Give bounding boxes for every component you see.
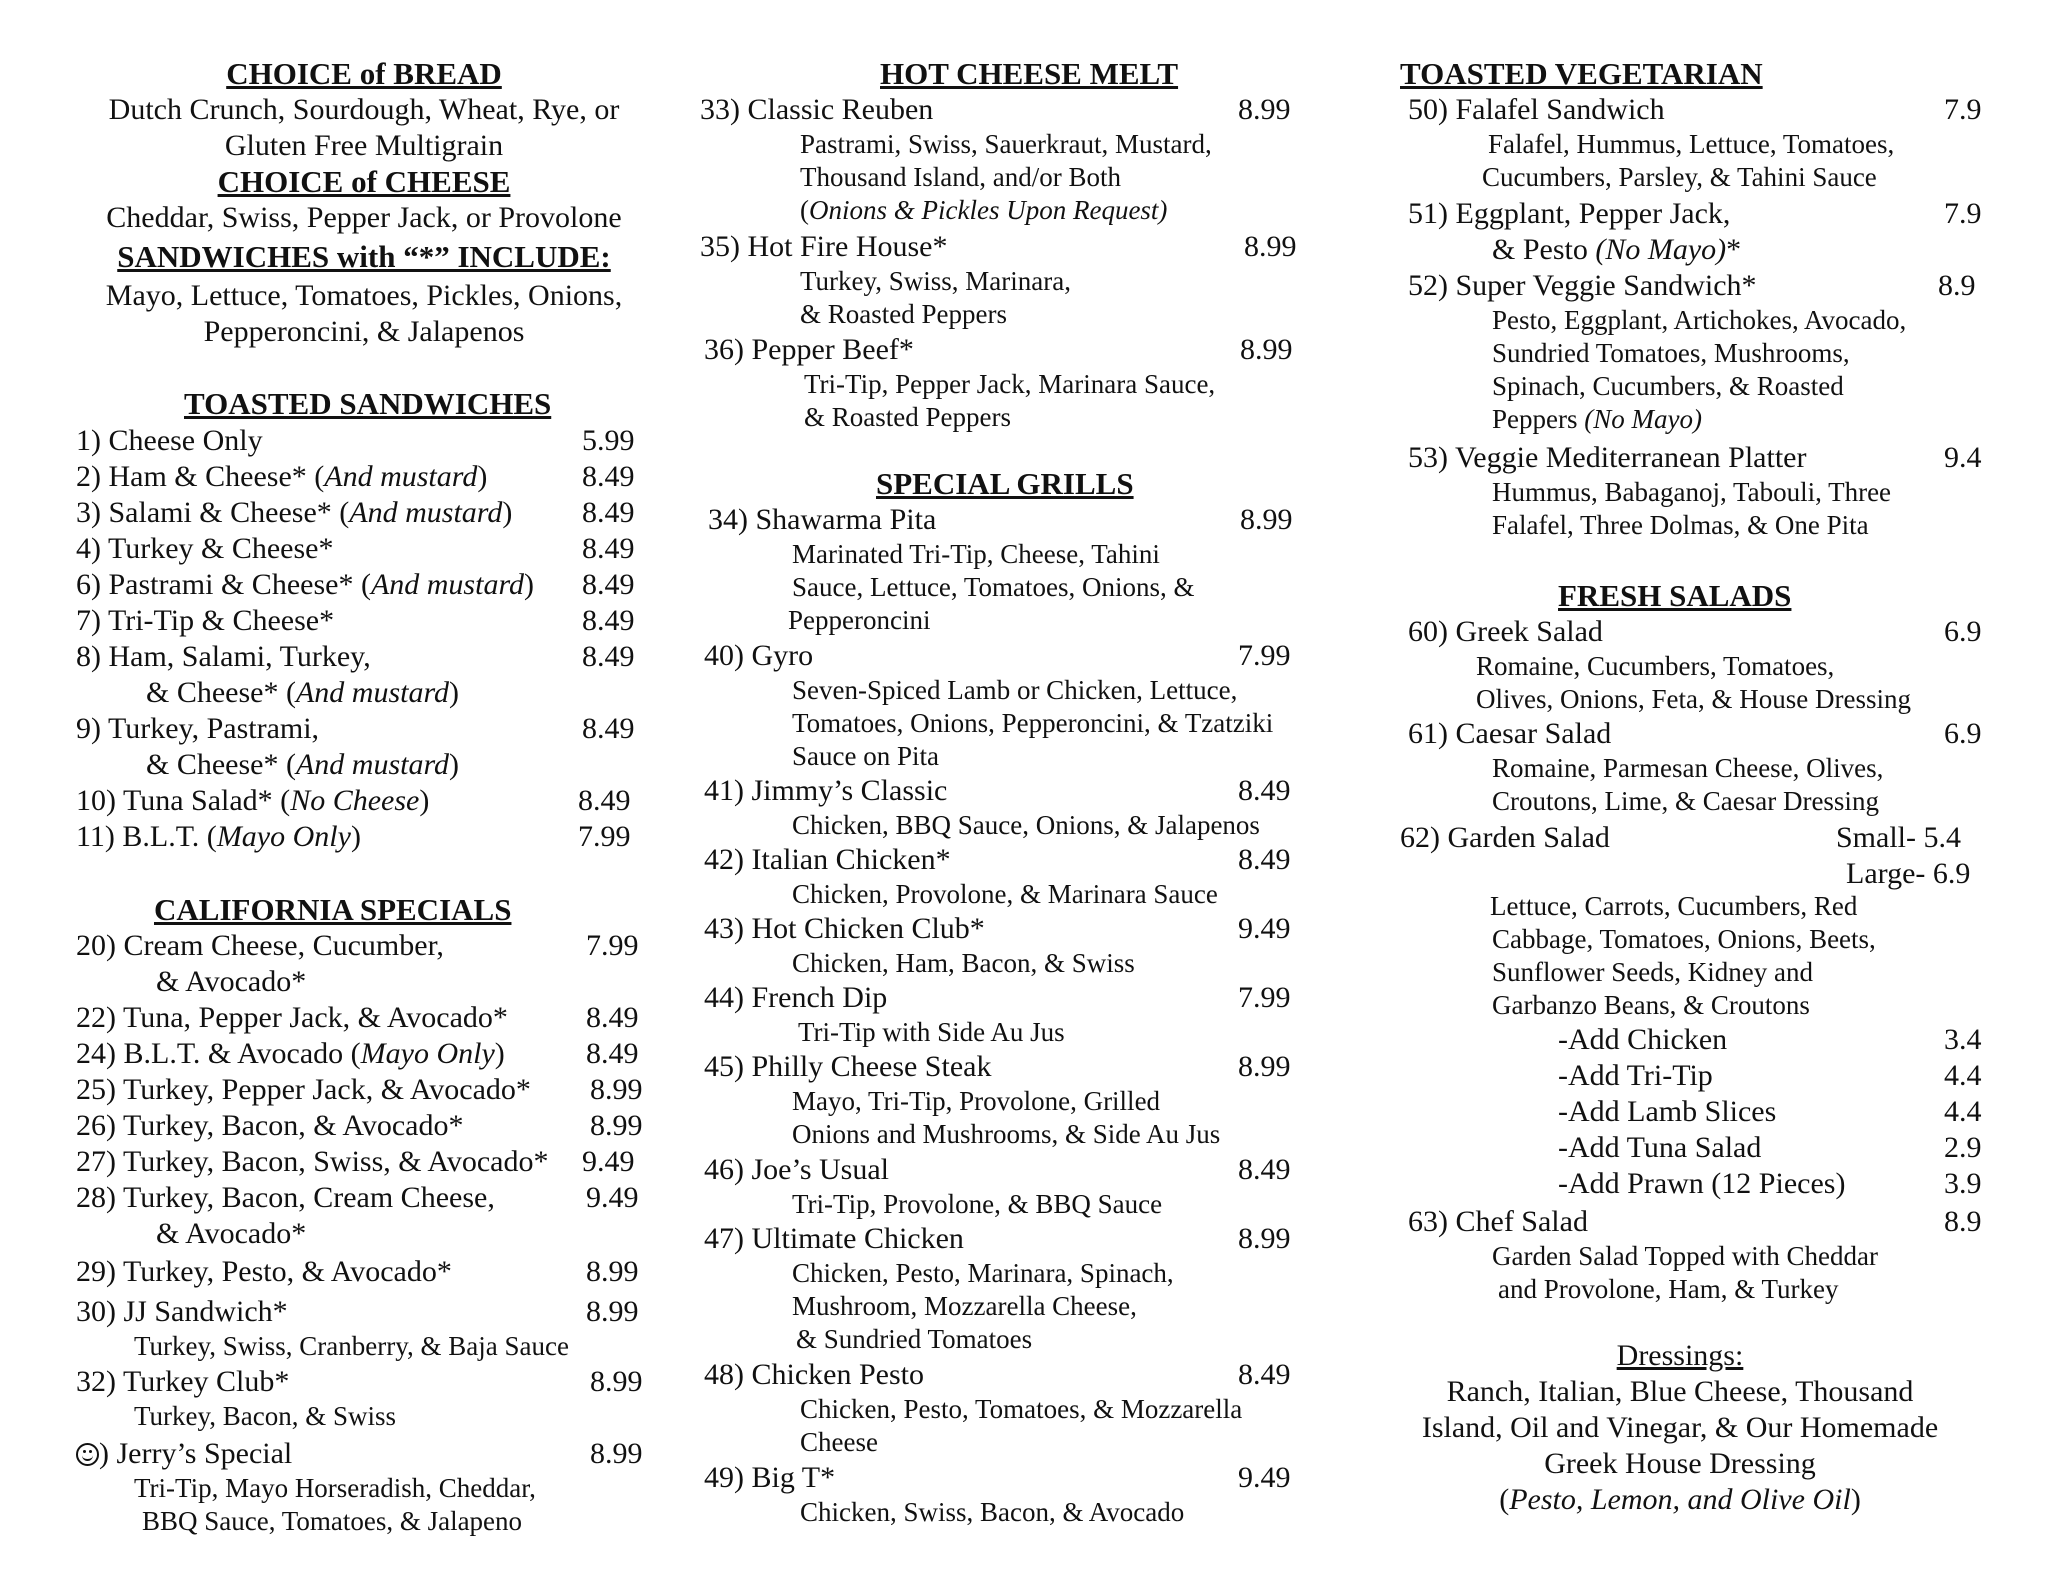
menu-item: 47) Ultimate Chicken xyxy=(704,1222,964,1255)
dressings-list: Ranch, Italian, Blue Cheese, Thousand xyxy=(1446,1375,1914,1408)
menu-item: 52) Super Veggie Sandwich* xyxy=(1408,269,1757,302)
addon-item: -Add Prawn (12 Pieces) xyxy=(1558,1167,1846,1200)
menu-item-continued: & Cheese* (And mustard) xyxy=(146,748,460,781)
menu-item: 9) Turkey, Pastrami, xyxy=(76,712,320,745)
menu-item-price: 8.49 xyxy=(578,784,631,817)
california-specials-heading: CALIFORNIA SPECIALS xyxy=(154,892,512,927)
include-list: Pepperoncini, & Jalapenos xyxy=(203,315,525,348)
addon-item: -Add Lamb Slices xyxy=(1558,1095,1777,1128)
menu-item-description: Falafel, Hummus, Lettuce, Tomatoes, xyxy=(1488,129,1895,159)
menu-item-price: 8.99 xyxy=(590,1073,643,1106)
cheese-options: Cheddar, Swiss, Pepper Jack, or Provolone xyxy=(106,201,622,234)
menu-item-price: 7.9 xyxy=(1944,197,1982,230)
menu-item: 34) Shawarma Pita xyxy=(708,503,937,536)
menu-item-price: 8.49 xyxy=(586,1001,639,1034)
bread-options: Dutch Crunch, Sourdough, Wheat, Rye, or xyxy=(108,93,620,126)
menu-item-description: Garden Salad Topped with Cheddar xyxy=(1492,1241,1879,1271)
menu-item-description: Tri-Tip, Mayo Horseradish, Cheddar, xyxy=(134,1473,536,1503)
menu-item-description: Cabbage, Tomatoes, Onions, Beets, xyxy=(1492,924,1876,954)
dressings-list: Greek House Dressing xyxy=(1544,1447,1816,1480)
include-list: Mayo, Lettuce, Tomatoes, Pickles, Onions, xyxy=(105,279,623,312)
toasted-vegetarian-heading: TOASTED VEGETARIAN xyxy=(1400,56,1763,91)
menu-item-price: 7.99 xyxy=(586,929,639,962)
menu-item-description: and Provolone, Ham, & Turkey xyxy=(1498,1274,1839,1304)
addon-item: -Add Chicken xyxy=(1558,1023,1728,1056)
menu-item-price: 7.99 xyxy=(578,820,631,853)
menu-item: 45) Philly Cheese Steak xyxy=(704,1050,992,1083)
menu-item-price: 8.49 xyxy=(1238,843,1291,876)
dressings-note: (Pesto, Lemon, and Olive Oil) xyxy=(1499,1483,1861,1516)
menu-item-description: Sunflower Seeds, Kidney and xyxy=(1492,957,1813,987)
menu-item: 35) Hot Fire House* xyxy=(700,230,948,263)
menu-item-description: Onions and Mushrooms, & Side Au Jus xyxy=(792,1119,1221,1149)
menu-item-price: 8.49 xyxy=(1238,774,1291,807)
menu-item-price: 6.9 xyxy=(1944,717,1982,750)
menu-item: ) Jerry’s Special xyxy=(76,1436,292,1472)
addon-item: -Add Tri-Tip xyxy=(1558,1059,1713,1092)
menu-item-description: Romaine, Cucumbers, Tomatoes, xyxy=(1476,651,1835,681)
menu-item: 26) Turkey, Bacon, & Avocado* xyxy=(76,1109,464,1142)
menu-item-price: 8.49 xyxy=(586,1037,639,1070)
menu-item: 6) Pastrami & Cheese* (And mustard) xyxy=(76,568,534,601)
menu-item-description: Cucumbers, Parsley, & Tahini Sauce xyxy=(1482,162,1877,192)
toasted-sandwiches-heading: TOASTED SANDWICHES xyxy=(184,386,552,421)
menu-item: 40) Gyro xyxy=(704,639,814,672)
menu-item-description: Chicken, Pesto, Tomatoes, & Mozzarella xyxy=(800,1394,1243,1424)
menu-item-description: Chicken, Provolone, & Marinara Sauce xyxy=(792,879,1218,909)
cheese-heading: CHOICE of CHEESE xyxy=(217,164,511,199)
menu-item-price: 8.49 xyxy=(582,496,635,529)
menu-item-price: 8.99 xyxy=(590,1437,643,1470)
menu-item: 36) Pepper Beef* xyxy=(704,333,914,366)
menu-item: 22) Tuna, Pepper Jack, & Avocado* xyxy=(76,1001,508,1034)
menu-item-price: 8.99 xyxy=(590,1365,643,1398)
menu-item-description: Cheese xyxy=(800,1427,878,1457)
menu-item-description: Thousand Island, and/or Both xyxy=(800,162,1121,192)
menu-item-price: 8.99 xyxy=(586,1295,639,1328)
menu-item-description: Chicken, BBQ Sauce, Onions, & Jalapenos xyxy=(792,810,1260,840)
menu-item: 42) Italian Chicken* xyxy=(704,843,951,876)
menu-item: 53) Veggie Mediterranean Platter xyxy=(1408,441,1807,474)
menu-item-price: 6.9 xyxy=(1944,615,1982,648)
menu-item-description: & Roasted Peppers xyxy=(800,299,1007,329)
menu-item-description: Sauce on Pita xyxy=(792,741,939,771)
menu-item-price: 8.49 xyxy=(582,640,635,673)
menu-item: 63) Chef Salad xyxy=(1408,1205,1588,1238)
menu-item-description: Peppers (No Mayo) xyxy=(1492,404,1702,434)
menu-item-price: 9.49 xyxy=(1238,1461,1291,1494)
fresh-salads-heading: FRESH SALADS xyxy=(1558,578,1792,613)
menu-item-description: Olives, Onions, Feta, & House Dressing xyxy=(1476,684,1911,714)
menu-item: 2) Ham & Cheese* (And mustard) xyxy=(76,460,488,493)
menu-item-description: Hummus, Babaganoj, Tabouli, Three xyxy=(1492,477,1892,507)
menu-item: 62) Garden Salad xyxy=(1400,821,1610,854)
menu-item-continued: & Pesto (No Mayo)* xyxy=(1492,233,1742,266)
menu-item-price: 8.99 xyxy=(1244,230,1297,263)
menu-item-continued: & Avocado* xyxy=(156,965,307,998)
menu-item: 60) Greek Salad xyxy=(1408,615,1603,648)
menu-item: 32) Turkey Club* xyxy=(76,1365,290,1398)
menu-item-description: & Roasted Peppers xyxy=(804,402,1011,432)
menu-item: 44) French Dip xyxy=(704,981,888,1014)
menu-item: 1) Cheese Only xyxy=(76,424,263,457)
menu-item: 8) Ham, Salami, Turkey, xyxy=(76,640,371,673)
menu-item-price: 8.99 xyxy=(1238,1222,1291,1255)
menu-item-description: Mushroom, Mozzarella Cheese, xyxy=(792,1291,1137,1321)
menu-item-price: 8.49 xyxy=(582,568,635,601)
menu-item: 51) Eggplant, Pepper Jack, xyxy=(1408,197,1731,230)
menu-item-description: Tri-Tip, Provolone, & BBQ Sauce xyxy=(792,1189,1163,1219)
menu-item: 11) B.L.T. (Mayo Only) xyxy=(76,820,361,853)
menu-item-price: 8.49 xyxy=(582,460,635,493)
menu-item-description: Chicken, Ham, Bacon, & Swiss xyxy=(792,948,1135,978)
menu-item-price: 8.49 xyxy=(1238,1153,1291,1186)
menu-item-price: 8.99 xyxy=(1238,1050,1291,1083)
menu-item-price: 7.99 xyxy=(1238,639,1291,672)
menu-item: 29) Turkey, Pesto, & Avocado* xyxy=(76,1255,452,1288)
addon-price: 2.9 xyxy=(1944,1131,1982,1164)
addon-price: 3.9 xyxy=(1944,1167,1982,1200)
menu-item-description: Mayo, Tri-Tip, Provolone, Grilled xyxy=(792,1086,1161,1116)
menu-item: 50) Falafel Sandwich xyxy=(1408,93,1665,126)
menu-item-price-large: Large- 6.9 xyxy=(1846,857,1971,890)
menu-item: 43) Hot Chicken Club* xyxy=(704,912,985,945)
addon-price: 4.4 xyxy=(1944,1059,1982,1092)
menu-item-description: Romaine, Parmesan Cheese, Olives, xyxy=(1492,753,1884,783)
menu-item-price: 8.49 xyxy=(1238,1358,1291,1391)
menu-item: 30) JJ Sandwich* xyxy=(76,1295,288,1328)
menu-item: 25) Turkey, Pepper Jack, & Avocado* xyxy=(76,1073,531,1106)
menu-item-description: Marinated Tri-Tip, Cheese, Tahini xyxy=(792,539,1160,569)
menu-item-description: Turkey, Swiss, Marinara, xyxy=(800,266,1071,296)
menu-item-price: 8.49 xyxy=(582,712,635,745)
menu-item-price: 8.9 xyxy=(1938,269,1976,302)
menu-item-price: 9.49 xyxy=(582,1145,635,1178)
menu-item-price: 9.49 xyxy=(1238,912,1291,945)
menu-item: 33) Classic Reuben xyxy=(700,93,934,126)
menu-item-description: Croutons, Lime, & Caesar Dressing xyxy=(1492,786,1879,816)
menu-item-description: & Sundried Tomatoes xyxy=(796,1324,1033,1354)
menu-item-description: Tri-Tip with Side Au Jus xyxy=(798,1017,1065,1047)
menu-item-price: 8.99 xyxy=(590,1109,643,1142)
menu-item-price: 9.4 xyxy=(1944,441,1982,474)
menu-item-price: 8.49 xyxy=(582,604,635,637)
menu-item: 10) Tuna Salad* (No Cheese) xyxy=(76,784,430,817)
menu-item: 41) Jimmy’s Classic xyxy=(704,774,948,807)
menu-item: 28) Turkey, Bacon, Cream Cheese, xyxy=(76,1181,495,1214)
menu-item-price: 8.9 xyxy=(1944,1205,1982,1238)
menu-item-description: Tri-Tip, Pepper Jack, Marinara Sauce, xyxy=(804,369,1216,399)
menu-item-price: 8.99 xyxy=(1240,333,1293,366)
menu-item-description: Pepperoncini xyxy=(788,605,931,635)
menu-item-price: 9.49 xyxy=(586,1181,639,1214)
menu-item-description: Lettuce, Carrots, Cucumbers, Red xyxy=(1490,891,1858,921)
bread-heading: CHOICE of BREAD xyxy=(226,56,502,91)
menu-item-description: Falafel, Three Dolmas, & One Pita xyxy=(1492,510,1869,540)
menu-item-price: 8.99 xyxy=(586,1255,639,1288)
menu-item-continued: & Cheese* (And mustard) xyxy=(146,676,460,709)
menu-item-description: Chicken, Pesto, Marinara, Spinach, xyxy=(792,1258,1174,1288)
menu-item-description: Sauce, Lettuce, Tomatoes, Onions, & xyxy=(792,572,1195,602)
menu-item-description: Turkey, Bacon, & Swiss xyxy=(134,1401,397,1431)
menu-item-price: 7.99 xyxy=(1238,981,1291,1014)
menu-item: 61) Caesar Salad xyxy=(1408,717,1612,750)
menu-item-description: Turkey, Swiss, Cranberry, & Baja Sauce xyxy=(134,1331,569,1361)
menu-item-description: Seven-Spiced Lamb or Chicken, Lettuce, xyxy=(792,675,1238,705)
menu-item-description: Garbanzo Beans, & Croutons xyxy=(1492,990,1810,1020)
menu-item-description: BBQ Sauce, Tomatoes, & Jalapeno xyxy=(142,1506,523,1536)
addon-item: -Add Tuna Salad xyxy=(1558,1131,1762,1164)
menu-item-continued: & Avocado* xyxy=(156,1217,307,1250)
menu-item: 27) Turkey, Bacon, Swiss, & Avocado* xyxy=(76,1145,549,1178)
menu-item: 46) Joe’s Usual xyxy=(704,1153,889,1186)
menu-item-description: Spinach, Cucumbers, & Roasted xyxy=(1492,371,1844,401)
dressings-heading: Dressings: xyxy=(1616,1339,1744,1372)
special-grills-heading: SPECIAL GRILLS xyxy=(876,466,1134,501)
menu-item-price: 7.9 xyxy=(1944,93,1982,126)
addon-price: 3.4 xyxy=(1944,1023,1982,1056)
menu-item-description: Pesto, Eggplant, Artichokes, Avocado, xyxy=(1492,305,1907,335)
menu-item-price-small: Small- 5.4 xyxy=(1836,821,1961,854)
menu-item: 24) B.L.T. & Avocado (Mayo Only) xyxy=(76,1037,505,1070)
menu-item-description: (Onions & Pickles Upon Request) xyxy=(800,195,1168,225)
include-heading: SANDWICHES with “*” INCLUDE: xyxy=(117,239,611,274)
menu-item: 48) Chicken Pesto xyxy=(704,1358,924,1391)
menu-item: 4) Turkey & Cheese* xyxy=(76,532,334,565)
menu-item: 7) Tri-Tip & Cheese* xyxy=(76,604,335,637)
menu-item-description: Chicken, Swiss, Bacon, & Avocado xyxy=(800,1497,1185,1527)
menu-item-description: Tomatoes, Onions, Pepperoncini, & Tzatziki xyxy=(792,708,1274,738)
menu-item-description: Pastrami, Swiss, Sauerkraut, Mustard, xyxy=(800,129,1212,159)
menu-item: 3) Salami & Cheese* (And mustard) xyxy=(76,496,513,529)
addon-price: 4.4 xyxy=(1944,1095,1982,1128)
menu-item-price: 8.49 xyxy=(582,532,635,565)
menu-item-price: 5.99 xyxy=(582,424,635,457)
dressings-list: Island, Oil and Vinegar, & Our Homemade xyxy=(1421,1411,1939,1444)
menu-item: 20) Cream Cheese, Cucumber, xyxy=(76,929,444,962)
hot-cheese-melt-heading: HOT CHEESE MELT xyxy=(880,56,1179,91)
menu-item: 49) Big T* xyxy=(704,1461,836,1494)
bread-options: Gluten Free Multigrain xyxy=(224,129,504,162)
menu-item-price: 8.99 xyxy=(1238,93,1291,126)
menu-item-description: Sundried Tomatoes, Mushrooms, xyxy=(1492,338,1850,368)
smiley-face-icon xyxy=(76,1443,99,1466)
menu-item-price: 8.99 xyxy=(1240,503,1293,536)
